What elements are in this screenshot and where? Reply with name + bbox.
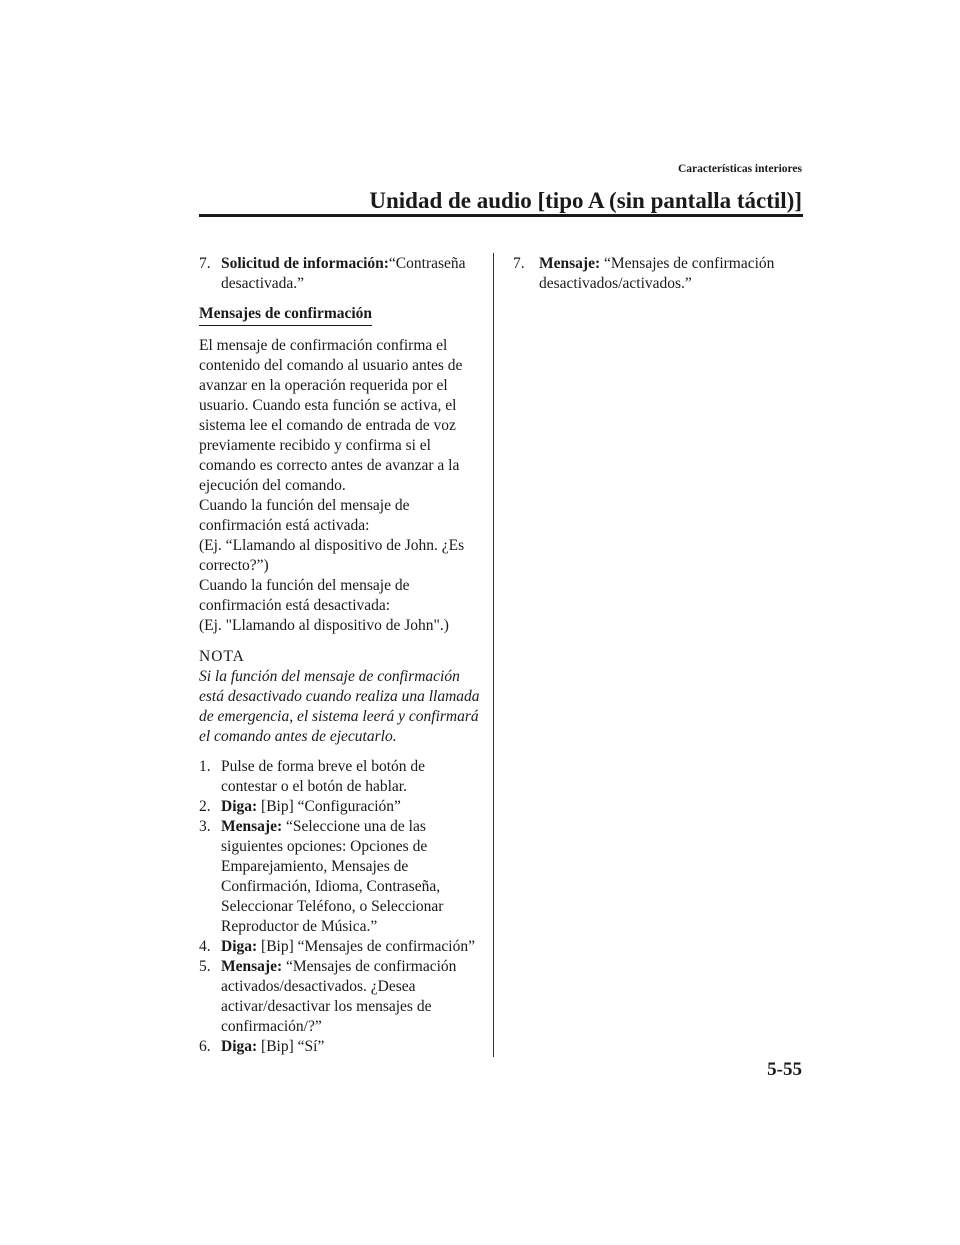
list-item (199, 797, 484, 817)
note-title: NOTA (199, 648, 245, 665)
step-number: 1. (199, 758, 211, 775)
column-divider (493, 253, 494, 1057)
list-item (199, 937, 484, 957)
step-number: 4. (199, 938, 211, 955)
step-body: “Seleccione una de las siguientes opciones: Opciones de Emparejamiento, Mensajes de Confirmación, Idioma, Contraseña, Seleccionar Teléfono, o Seleccionar Reproductor de Música.” (221, 818, 444, 935)
step-keyword: Mensaje: (221, 958, 283, 975)
step-number: 3. (199, 818, 211, 835)
left-column (199, 254, 484, 1057)
step-keyword: Mensaje: (539, 255, 601, 272)
subheading: Mensajes de confirmación (199, 304, 372, 326)
note-body: Si la función del mensaje de confirmación está desactivado cuando realiza una llamada de emergencia, el sistema leerá y confirmará el comando antes de ejecutarlo. (199, 668, 480, 745)
step-text (221, 757, 484, 797)
body-paragraph (199, 336, 484, 636)
step-body: [Bip] “Sí” (257, 1038, 325, 1055)
paragraph-line: Cuando la función del mensaje de confirmación está desactivada: (199, 577, 410, 614)
step-text (221, 937, 484, 957)
list-item (513, 254, 803, 294)
step-body: “Mensajes de confirmación activados/desactivados. ¿Desea activar/desactivar los mensajes de confirmación/?” (221, 958, 457, 1035)
step-body: Pulse de forma breve el botón de contestar o el botón de hablar. (221, 758, 426, 795)
item-keyword: Solicitud de información: (221, 255, 389, 272)
step-keyword: Mensaje: (221, 818, 283, 835)
item-text (221, 254, 484, 294)
step-body: “Mensajes de confirmación desactivados/activados.” (539, 255, 775, 292)
step-body: [Bip] “Configuración” (257, 798, 401, 815)
list-item (199, 254, 484, 294)
step-keyword: Diga: (221, 938, 258, 955)
list-item (199, 817, 484, 937)
step-text (221, 797, 484, 817)
step-number: 5. (199, 958, 211, 975)
step-text (539, 254, 803, 294)
item-body: “Contraseña desactivada.” (221, 255, 466, 292)
section-label: Características interiores (677, 163, 802, 175)
item-number: 7. (199, 255, 211, 272)
paragraph-line: (Ej. “Llamando al dispositivo de John. ¿Es correcto?”) (199, 537, 465, 574)
chapter-title: Unidad de audio [tipo A (sin pantalla táctil)] (369, 188, 802, 213)
step-number: 7. (513, 255, 525, 272)
steps-list (199, 757, 484, 1057)
list-item (199, 957, 484, 1037)
step-number: 6. (199, 1038, 211, 1055)
header-rule (199, 214, 803, 217)
step-keyword: Diga: (221, 1038, 258, 1055)
step-number: 2. (199, 798, 211, 815)
step-body: [Bip] “Mensajes de confirmación” (257, 938, 475, 955)
right-column (513, 254, 803, 294)
list-item (199, 1037, 484, 1057)
page-number: 5-55 (767, 1059, 802, 1080)
paragraph-line: El mensaje de confirmación confirma el contenido del comando al usuario antes de avanzar en la operación requerida por el usuario. Cuando esta función se activa, el sistema lee el comando de entrada de voz previamente recibido y confirma si el comando es correcto antes de avanzar a la ejecución del comando. (199, 337, 463, 494)
step-text (221, 817, 484, 937)
step-text (221, 957, 484, 1037)
paragraph-line: Cuando la función del mensaje de confirmación está activada: (199, 497, 410, 534)
step-text (221, 1037, 484, 1057)
step-keyword: Diga: (221, 798, 258, 815)
paragraph-line: (Ej. "Llamando al dispositivo de John".) (199, 617, 449, 634)
list-item (199, 757, 484, 797)
